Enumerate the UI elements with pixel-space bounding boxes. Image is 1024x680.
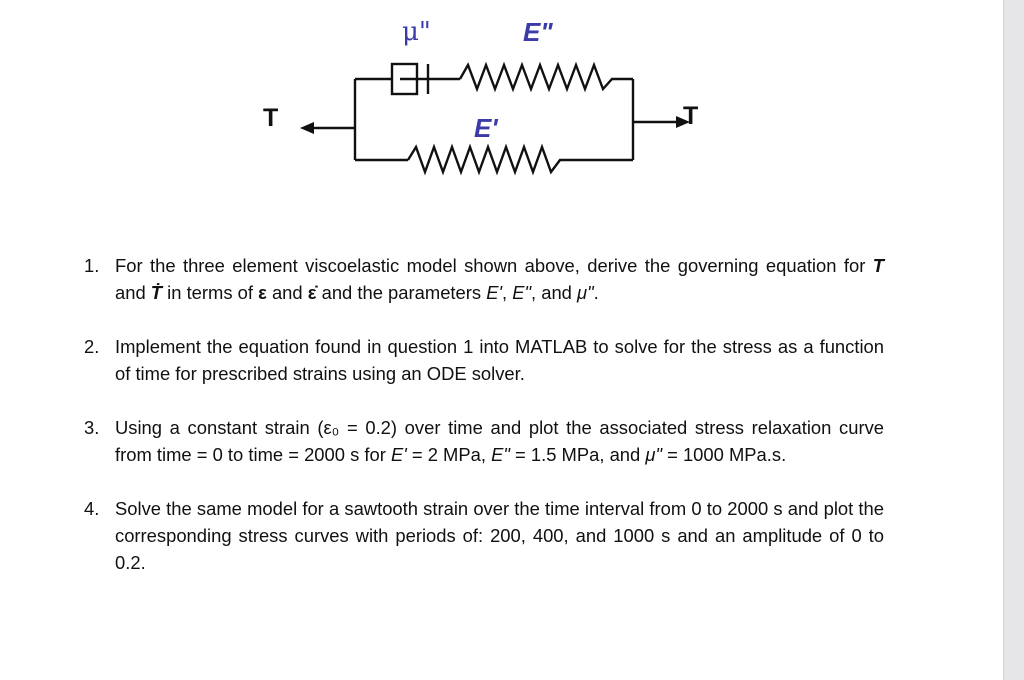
question-text: , [501,282,513,303]
symbol-mu-double-prime: μ" [577,282,594,303]
question-text: . [593,282,599,303]
question-text: For the three element viscoelastic model shown above, derive the governing equation for [115,255,873,276]
question-number: 1. [84,255,100,276]
symbol-stress-rate: Ṫ [150,282,163,303]
symbol-e-prime: E' [486,282,502,303]
question-1 [84,252,884,306]
symbol-e-double-prime: E" [491,444,510,465]
label-tension-left: T [263,104,279,132]
symbol-mu-double-prime: μ" [645,444,662,465]
question-2 [84,333,884,387]
symbol-strain-rate: ε̇ [307,282,317,303]
question-text: and [115,282,151,303]
question-text: = 1000 MPa.s. [661,444,787,465]
label-e-double-prime: E" [523,17,553,47]
question-text: = 2 MPa, [406,444,492,465]
question-text: and [266,282,308,303]
question-text: in terms of [162,282,259,303]
question-text: Using a constant strain (ε₀ = 0.2) over time and plot the associated stress relaxation curve from time = 0 to time = 2000 s for [115,417,884,465]
left-arrow-head-icon [300,122,314,134]
question-3 [84,414,884,468]
question-text: , and [531,282,578,303]
symbol-e-double-prime: E" [512,282,531,303]
question-number: 4. [84,498,100,519]
label-e-prime: E' [474,113,498,143]
question-number: 2. [84,336,100,357]
question-text: Implement the equation found in question 1 into MATLAB to solve for the stress as a function of time for prescribed strains using an ODE solver. [115,336,884,384]
symbol-stress: T [872,255,884,276]
symbol-strain: ε [258,282,267,303]
question-text: and the parameters [316,282,487,303]
spring-e-prime [408,147,633,172]
label-tension-right: T [683,102,699,130]
question-text: Solve the same model for a sawtooth strain over the time interval from 0 to 2000 s and plot the corresponding stress curves with periods of: 200, 400, and 1000 s and an amplitude of 0 to 0.2. [115,498,884,573]
question-number: 3. [84,417,100,438]
question-list [84,252,884,603]
scrollbar-gutter[interactable] [1003,0,1024,680]
three-element-viscoelastic-model-diagram [0,0,1000,200]
label-mu-double-prime: μ" [402,17,431,47]
symbol-e-prime: E' [390,444,407,465]
spring-e-double-prime [460,65,633,89]
question-4 [84,495,884,576]
question-text: = 1.5 MPa, and [509,444,646,465]
